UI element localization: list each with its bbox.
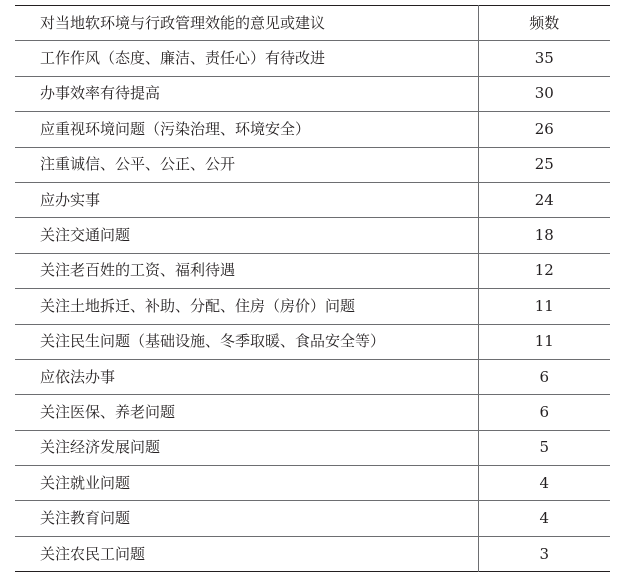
count-cell: 24 bbox=[534, 190, 554, 209]
count-cell: 3 bbox=[539, 544, 550, 563]
opinion-frequency-table-container bbox=[15, 5, 610, 572]
opinion-cell: 关注交通问题 bbox=[15, 218, 478, 253]
count-cell: 11 bbox=[534, 296, 554, 315]
opinion-cell: 关注经济发展问题 bbox=[15, 430, 478, 465]
opinion-cell: 关注土地拆迁、补助、分配、住房（房价）问题 bbox=[15, 289, 478, 324]
opinion-frequency-table bbox=[15, 5, 610, 572]
table-header-row bbox=[15, 6, 610, 41]
opinion-cell: 应办实事 bbox=[15, 182, 478, 217]
count-cell: 4 bbox=[539, 473, 550, 492]
count-cell: 6 bbox=[539, 402, 550, 421]
table-body bbox=[15, 41, 610, 572]
table-row bbox=[15, 253, 610, 288]
count-cell: 26 bbox=[534, 119, 554, 138]
opinion-cell: 关注民生问题（基础设施、冬季取暖、食品安全等） bbox=[15, 324, 478, 359]
count-cell: 30 bbox=[534, 84, 554, 103]
table-row bbox=[15, 41, 610, 76]
opinion-cell: 注重诚信、公平、公正、公开 bbox=[15, 147, 478, 182]
table-row bbox=[15, 147, 610, 182]
table-row bbox=[15, 501, 610, 536]
count-cell: 35 bbox=[534, 49, 554, 68]
count-cell: 5 bbox=[539, 438, 550, 457]
table-row bbox=[15, 466, 610, 501]
opinion-cell: 办事效率有待提高 bbox=[15, 76, 478, 111]
opinion-cell: 关注医保、养老问题 bbox=[15, 395, 478, 430]
table-row bbox=[15, 218, 610, 253]
table-row bbox=[15, 112, 610, 147]
count-cell: 4 bbox=[539, 509, 550, 528]
opinion-cell: 应重视环境问题（污染治理、环境安全） bbox=[15, 112, 478, 147]
table-row bbox=[15, 324, 610, 359]
table-header bbox=[15, 6, 610, 41]
opinion-cell: 应依法办事 bbox=[15, 359, 478, 394]
table-row bbox=[15, 395, 610, 430]
table-row bbox=[15, 359, 610, 394]
column-header-count: 频数 bbox=[529, 13, 560, 32]
count-cell: 12 bbox=[534, 261, 554, 280]
opinion-cell: 关注老百姓的工资、福利待遇 bbox=[15, 253, 478, 288]
table-row bbox=[15, 182, 610, 217]
count-cell: 11 bbox=[534, 332, 554, 351]
table-row bbox=[15, 536, 610, 571]
table-row bbox=[15, 76, 610, 111]
opinion-cell: 工作作风（态度、廉洁、责任心）有待改进 bbox=[15, 41, 478, 76]
table-row bbox=[15, 289, 610, 324]
count-cell: 18 bbox=[534, 226, 554, 245]
opinion-cell: 关注就业问题 bbox=[15, 466, 478, 501]
column-header-opinion: 对当地软环境与行政管理效能的意见或建议 bbox=[15, 6, 478, 41]
table-row bbox=[15, 430, 610, 465]
count-cell: 6 bbox=[539, 367, 550, 386]
opinion-cell: 关注农民工问题 bbox=[15, 536, 478, 571]
opinion-cell: 关注教育问题 bbox=[15, 501, 478, 536]
count-cell: 25 bbox=[534, 155, 554, 174]
